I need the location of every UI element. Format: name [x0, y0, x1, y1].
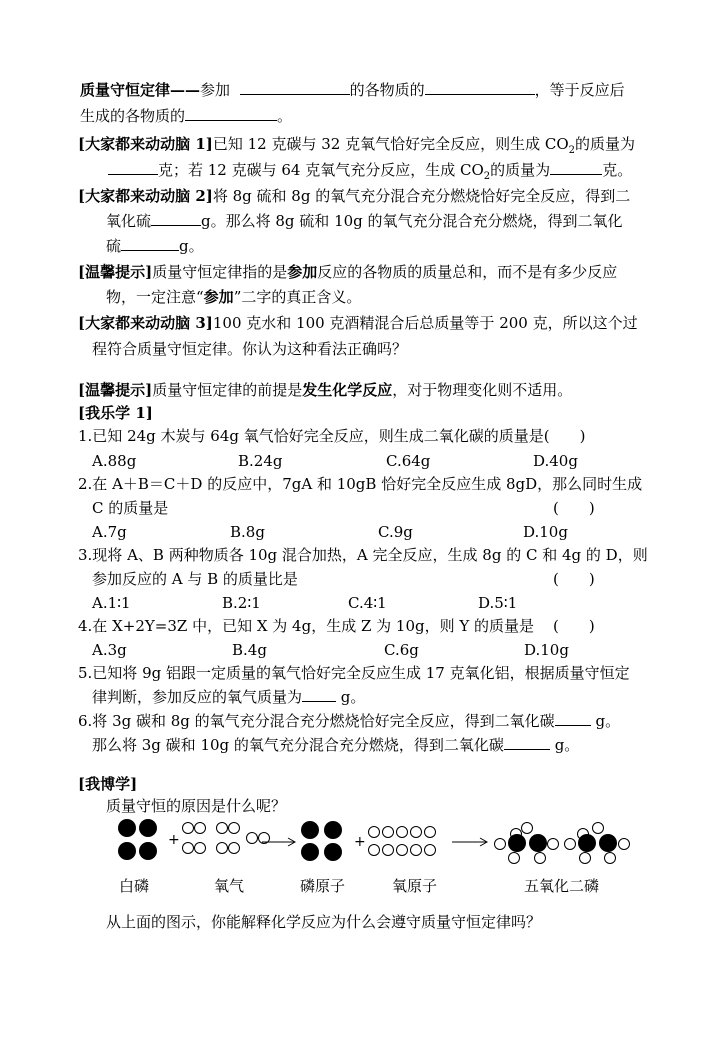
- fill-blank[interactable]: [185, 106, 277, 121]
- white-phosphorus-molecule-icon: [118, 819, 157, 860]
- question-6-cont: 那么将 3g 碳和 10g 的氧气充分混合充分燃烧，得到二氧化碳 g。: [92, 736, 580, 754]
- question-6: 6.将 3g 碳和 8g 的氧气充分混合充分燃烧恰好完全反应，得到二氧化碳 g。: [78, 712, 621, 730]
- q2-line-2: 氧化硫 g。那么将 8g 硫和 10g 的氧气充分混合充分燃烧，得到二氧化: [106, 212, 623, 230]
- q3-option-c[interactable]: C.4∶1: [348, 594, 387, 612]
- closing-question: 从上面的图示，你能解释化学反应为什么会遵守质量守恒定律吗？: [106, 913, 542, 931]
- label-oxygen-atom: 氧原子: [392, 877, 438, 895]
- learn1-heading: [我乐学 1]: [78, 404, 153, 422]
- question-2-cont: C 的质量是: [92, 499, 169, 517]
- label-white-phosphorus: 白磷: [119, 877, 150, 895]
- tip1-heading: [温馨提示]: [78, 263, 153, 281]
- q2-heading: [大家都来动动脑 2]: [78, 187, 213, 205]
- fill-blank[interactable]: [240, 80, 350, 95]
- q1-heading: [大家都来动动脑 1]: [78, 135, 213, 153]
- fill-blank[interactable]: [151, 211, 201, 226]
- fill-blank[interactable]: [504, 735, 550, 750]
- q4-option-a[interactable]: A.3g: [92, 641, 127, 659]
- intro-line-2: 生成的各物质的 。: [80, 107, 293, 125]
- learn2-heading: [我博学]: [78, 775, 138, 793]
- plus-sign: +: [354, 834, 366, 850]
- q3-option-a[interactable]: A.1∶1: [92, 594, 131, 612]
- answer-bracket[interactable]: ( ): [553, 570, 595, 588]
- q2-option-a[interactable]: A.7g: [92, 523, 127, 541]
- tip2-heading: [温馨提示]: [78, 381, 153, 399]
- q2-line-1: [大家都来动动脑 2]将 8g 硫和 8g 的氧气充分混合充分燃烧恰好完全反应，得到二: [78, 187, 631, 205]
- oxygen-atoms-icon: [369, 827, 436, 856]
- q2-option-d[interactable]: D.10g: [523, 523, 568, 541]
- fill-blank[interactable]: [550, 160, 602, 175]
- q3-line-2: 程符合质量守恒定律。你认为这种看法正确吗？: [92, 340, 408, 358]
- q1-option-a[interactable]: A.88g: [92, 452, 137, 470]
- question-3: 3.现将 A、B 两种物质各 10g 混合加热，A 完全反应，生成 8g 的 C 和 4g 的 D，则: [78, 546, 648, 564]
- tip1-line-2: 物，一定注意“参加”二字的真正含义。: [106, 288, 362, 306]
- answer-bracket[interactable]: ( ): [553, 499, 595, 517]
- phosphorus-atoms-icon: [301, 821, 342, 861]
- q1-option-b[interactable]: B.24g: [238, 452, 283, 470]
- phosphorus-pentoxide-molecule-icon: [565, 823, 630, 864]
- q2-option-c[interactable]: C.9g: [378, 523, 413, 541]
- question-5: 5.已知将 9g 铝跟一定质量的氧气恰好完全反应生成 17 克氧化铝，根据质量守恒定: [78, 664, 630, 682]
- label-phosphorus-atom: 磷原子: [300, 877, 346, 895]
- tip1-line-1: [温馨提示]质量守恒定律指的是参加反应的各物质的质量总和，而不是有多少反应: [78, 263, 618, 281]
- oxygen-molecules-icon: [183, 823, 270, 854]
- q2-line-3: 硫 g。: [106, 237, 204, 255]
- fill-blank[interactable]: [108, 160, 158, 175]
- q1-line-2: 克；若 12 克碳与 64 克氧气充分反应，生成 $CO_2$的质量为 克。: [108, 160, 632, 180]
- question-2: 2.在 A＋B＝C＋D 的反应中，7gA 和 10gB 恰好完全反应生成 8gD，那么同时生成: [78, 475, 643, 493]
- q4-option-b[interactable]: B.4g: [232, 641, 267, 659]
- q3-heading: [大家都来动动脑 3]: [78, 314, 213, 332]
- fill-blank[interactable]: [121, 236, 179, 251]
- label-phosphorus-pentoxide: 五氧化二磷: [524, 877, 600, 895]
- learn2-question: 质量守恒的原因是什么呢？: [106, 797, 287, 815]
- reaction-diagram: [0, 812, 718, 902]
- q1-option-d[interactable]: D.40g: [533, 452, 578, 470]
- intro-line-1: 质量守恒定律——参加 的各物质的 ，等于反应后: [80, 81, 625, 99]
- q3-option-d[interactable]: D.5∶1: [478, 594, 518, 612]
- question-4: 4.在 X+2Y=3Z 中，已知 X 为 4g，生成 Z 为 10g，则 Y 的质量是: [78, 617, 535, 635]
- q1-option-c[interactable]: C.64g: [386, 452, 431, 470]
- fill-blank[interactable]: [302, 687, 336, 702]
- question-1: 1.已知 24g 木炭与 64g 氧气恰好完全反应，则生成二氧化碳的质量是( ): [78, 427, 586, 445]
- question-5-cont: 律判断，参加反应的氧气质量为 g。: [92, 688, 366, 706]
- fill-blank[interactable]: [555, 711, 591, 726]
- intro-term: 质量守恒定律: [80, 81, 171, 99]
- question-3-cont: 参加反应的 A 与 B 的质量比是: [92, 570, 298, 588]
- label-oxygen-gas: 氧气: [214, 877, 245, 895]
- q2-option-b[interactable]: B.8g: [230, 523, 265, 541]
- fill-blank[interactable]: [425, 80, 535, 95]
- phosphorus-pentoxide-molecule-icon: [495, 823, 559, 864]
- q4-option-d[interactable]: D.10g: [524, 641, 569, 659]
- q3-line-1: [大家都来动动脑 3]100 克水和 100 克酒精混合后总质量等于 200 克，所以这个过: [78, 314, 638, 332]
- q1-line-1: [大家都来动动脑 1]已知 12 克碳与 32 克氧气恰好完全反应，则生成 $CO_2$的质量为: [78, 135, 636, 156]
- plus-sign: +: [168, 832, 180, 848]
- tip2-line: [温馨提示]质量守恒定律的前提是发生化学反应，对于物理变化则不适用。: [78, 381, 573, 399]
- arrow-icon: [452, 838, 487, 846]
- q3-option-b[interactable]: B.2∶1: [222, 594, 261, 612]
- answer-bracket[interactable]: ( ): [553, 617, 595, 635]
- q4-option-c[interactable]: C.6g: [384, 641, 419, 659]
